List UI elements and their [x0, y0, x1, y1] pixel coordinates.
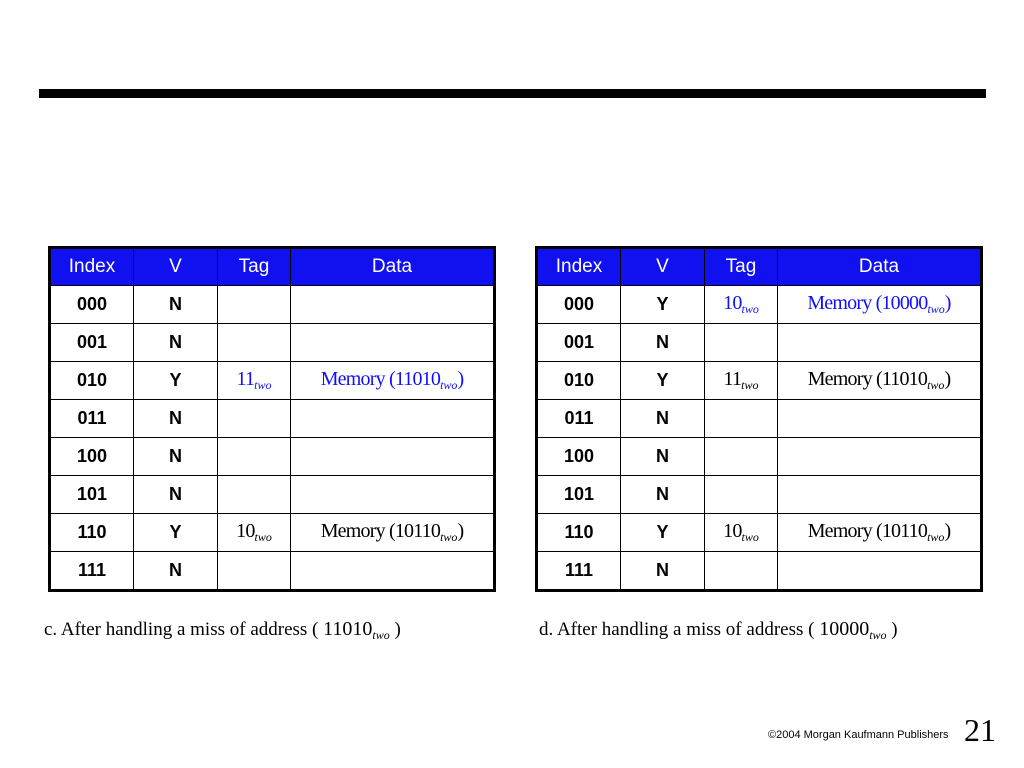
index-cell: 011	[50, 400, 134, 438]
table-row	[537, 400, 982, 438]
data-cell	[778, 476, 982, 514]
caption-address: $10000_{two}$	[819, 618, 887, 642]
tag-cell: $10_{two}$	[705, 514, 778, 552]
valid-cell: N	[621, 324, 705, 362]
caption-suffix: )	[394, 619, 401, 640]
valid-cell: N	[134, 286, 218, 324]
index-cell: 111	[50, 552, 134, 591]
table-row	[537, 552, 982, 591]
tag-cell	[705, 552, 778, 591]
data-cell	[778, 324, 982, 362]
table-row	[50, 476, 495, 514]
valid-cell: Y	[621, 362, 705, 400]
tag-cell	[218, 286, 291, 324]
valid-cell: Y	[621, 514, 705, 552]
data-cell	[291, 438, 495, 476]
tag-cell: $11_{two}$	[705, 362, 778, 400]
data-cell	[291, 400, 495, 438]
table-row	[50, 552, 495, 591]
table-row	[537, 476, 982, 514]
data-cell	[291, 552, 495, 591]
valid-cell: N	[621, 476, 705, 514]
header-v: V	[134, 248, 218, 286]
header-data: Data	[778, 248, 982, 286]
header-index: Index	[537, 248, 621, 286]
index-cell: 001	[50, 324, 134, 362]
data-cell	[291, 476, 495, 514]
tag-cell	[705, 324, 778, 362]
table-row	[50, 400, 495, 438]
header-tag: Tag	[218, 248, 291, 286]
data-cell	[778, 438, 982, 476]
data-cell	[291, 286, 495, 324]
index-cell: 011	[537, 400, 621, 438]
valid-cell: Y	[621, 286, 705, 324]
index-cell: 111	[537, 552, 621, 591]
tag-cell	[218, 400, 291, 438]
header-data: Data	[291, 248, 495, 286]
tag-cell: $10_{two}$	[705, 286, 778, 324]
table-row	[537, 514, 982, 552]
tag-cell	[705, 400, 778, 438]
caption-c	[44, 618, 401, 643]
index-cell: 100	[537, 438, 621, 476]
data-cell: Memory $(10000_{two})$	[778, 286, 982, 324]
valid-cell: Y	[134, 514, 218, 552]
cache-table-c	[48, 246, 496, 592]
caption-suffix: )	[891, 619, 898, 640]
data-cell: Memory $(10110_{two})$	[291, 514, 495, 552]
header-row	[537, 248, 982, 286]
tag-cell: $11_{two}$	[218, 362, 291, 400]
caption-address: $11010_{two}$	[323, 618, 390, 642]
data-cell: Memory $(11010_{two})$	[778, 362, 982, 400]
table-row	[537, 286, 982, 324]
index-cell: 010	[537, 362, 621, 400]
valid-cell: N	[621, 438, 705, 476]
valid-cell: N	[621, 552, 705, 591]
data-cell	[778, 400, 982, 438]
valid-cell: N	[134, 400, 218, 438]
tag-cell	[218, 324, 291, 362]
caption-prefix: c. After handling a miss of address (	[44, 619, 319, 640]
header-v: V	[621, 248, 705, 286]
table-row	[537, 362, 982, 400]
valid-cell: N	[134, 324, 218, 362]
table-row	[537, 324, 982, 362]
table-row	[50, 514, 495, 552]
tag-cell	[705, 438, 778, 476]
table-row	[537, 438, 982, 476]
header-tag: Tag	[705, 248, 778, 286]
index-cell: 001	[537, 324, 621, 362]
data-cell: Memory $(10110_{two})$	[778, 514, 982, 552]
index-cell: 000	[50, 286, 134, 324]
tag-cell	[218, 476, 291, 514]
cache-table-d	[535, 246, 983, 592]
table-row	[50, 438, 495, 476]
table-row	[50, 362, 495, 400]
tag-cell	[218, 438, 291, 476]
data-cell	[291, 324, 495, 362]
copyright-footer: ©2004 Morgan Kaufmann Publishers	[768, 729, 949, 741]
index-cell: 100	[50, 438, 134, 476]
title-rule	[39, 89, 986, 98]
data-cell: Memory $(11010_{two})$	[291, 362, 495, 400]
caption-prefix: d. After handling a miss of address (	[539, 619, 815, 640]
page-number: 21	[964, 712, 996, 748]
index-cell: 101	[537, 476, 621, 514]
tag-cell	[705, 476, 778, 514]
valid-cell: N	[134, 438, 218, 476]
table-row	[50, 286, 495, 324]
valid-cell: N	[134, 552, 218, 591]
index-cell: 101	[50, 476, 134, 514]
tag-cell: $10_{two}$	[218, 514, 291, 552]
index-cell: 110	[537, 514, 621, 552]
table-row	[50, 324, 495, 362]
valid-cell: N	[621, 400, 705, 438]
data-cell	[778, 552, 982, 591]
valid-cell: N	[134, 476, 218, 514]
header-index: Index	[50, 248, 134, 286]
caption-d	[539, 618, 898, 643]
valid-cell: Y	[134, 362, 218, 400]
index-cell: 110	[50, 514, 134, 552]
index-cell: 000	[537, 286, 621, 324]
index-cell: 010	[50, 362, 134, 400]
tag-cell	[218, 552, 291, 591]
header-row	[50, 248, 495, 286]
